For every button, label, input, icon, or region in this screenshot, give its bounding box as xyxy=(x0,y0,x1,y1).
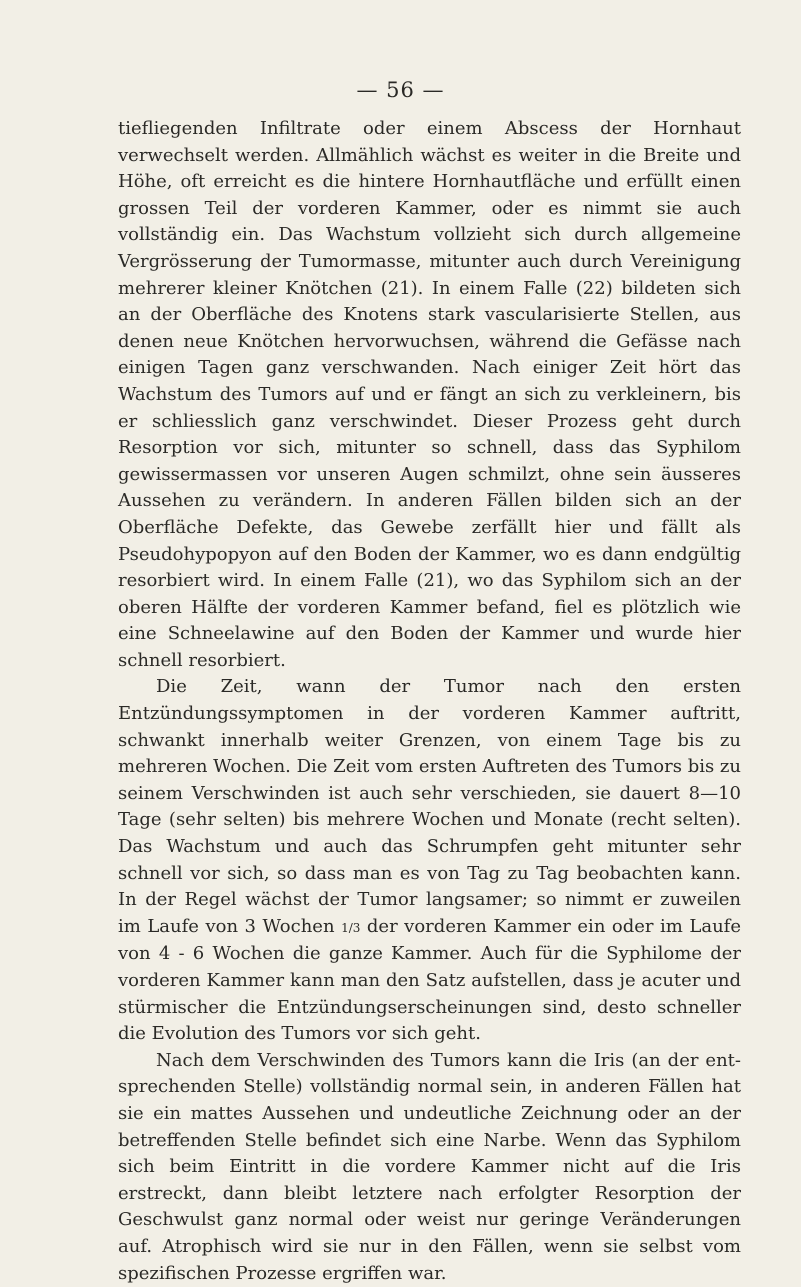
body-text xyxy=(118,116,741,1287)
fraction-one-third: 1/3 xyxy=(341,920,361,935)
paragraph-tumor-duration xyxy=(118,674,741,1047)
paragraph-tumor-duration-part-2: der vorderen Kammer ein oder im Laufe von 4 - 6 Wochen die ganze Kammer. Auch für die Syphilome der vorderen Kammer kann man den Satz aufstellen, dass je acuter und stürmischer die Entzündungserscheinungen sind, desto schneller die Evolution des Tumors vor sich geht. xyxy=(118,915,741,1045)
page-number: — 56 — xyxy=(356,78,445,102)
paragraph-iris-after-resorption: Nach dem Verschwinden des Tumors kann die Iris (an der entsprechenden Stelle) vollständig normal sein, in anderen Fällen hat sie ein mattes Aussehen und undeutliche Zeichnung oder an der betreffenden Stelle befindet sich eine Narbe. Wenn das Syphilom sich beim Eintritt in die vordere Kammer nicht auf die Iris erstreckt, dann bleibt letztere nach erfolgter Resorption der Geschwulst ganz normal oder weist nur geringe Veränderungen auf. Atrophisch wird sie nur in den Fällen, wenn sie selbst vom spezifischen Prozesse ergriffen war. xyxy=(118,1049,741,1284)
paragraph-tumor-growth: tiefliegenden Infiltrate oder einem Abscess der Hornhaut verwechselt werden. Allmählich wächst es weiter in die Breite und Höhe, oft erreicht es die hintere Hornhautfläche und erfüllt einen grossen Teil der vorderen Kammer, oder es nimmt sie auch vollständig ein. Das Wachstum vollzieht sich durch allgemeine Vergrösserung der Tumormasse, mitunter auch durch Vereinigung mehrerer kleiner Knötchen (21). In einem Falle (22) bildeten sich an der Oberfläche des Knotens stark vascularisierte Stellen, aus denen neue Knötchen hervorwuchsen, während die Gefässe nach einigen Tagen ganz verschwanden. Nach einiger Zeit hört das Wachstum des Tumors auf und er fängt an sich zu verkleinern, bis er schliesslich ganz verschwindet. Dieser Prozess geht durch Resorption vor sich, mitunter so schnell, dass das Syphilom gewissermassen vor unseren Augen schmilzt, ohne sein äusseres Aussehen zu verändern. In anderen Fällen bilden sich an der Oberfläche Defekte, das Gewebe zerfällt hier und fällt als Pseudohypopyon auf den Boden der Kammer, wo es dann endgültig resorbiert wird. In einem Falle (21), wo das Syphilom sich an der oberen Hälfte der vorderen Kammer befand, fiel es plötzlich wie eine Schneelawine auf den Boden der Kammer und wurde hier schnell resorbiert. xyxy=(118,118,741,671)
paragraph-tumor-duration-part-1: Die Zeit, wann der Tumor nach den ersten Entzündungssymptomen in der vorderen Kammer auftritt, schwankt innerhalb weiter Grenzen, von einem Tage bis zu mehreren Wochen. Die Zeit vom ersten Auftreten des Tumors bis zu seinem Verschwinden ist auch sehr verschieden, sie dauert 8—10 Tage (sehr selten) bis mehrere Wochen und Monate (recht selten). Das Wachstum und auch das Schrumpfen geht mitunter sehr schnell vor sich, so dass man es von Tag zu Tag beobachten kann. In der Regel wächst der Tumor langsamer; so nimmt er zuweilen im Laufe von 3 Wochen xyxy=(118,676,742,937)
